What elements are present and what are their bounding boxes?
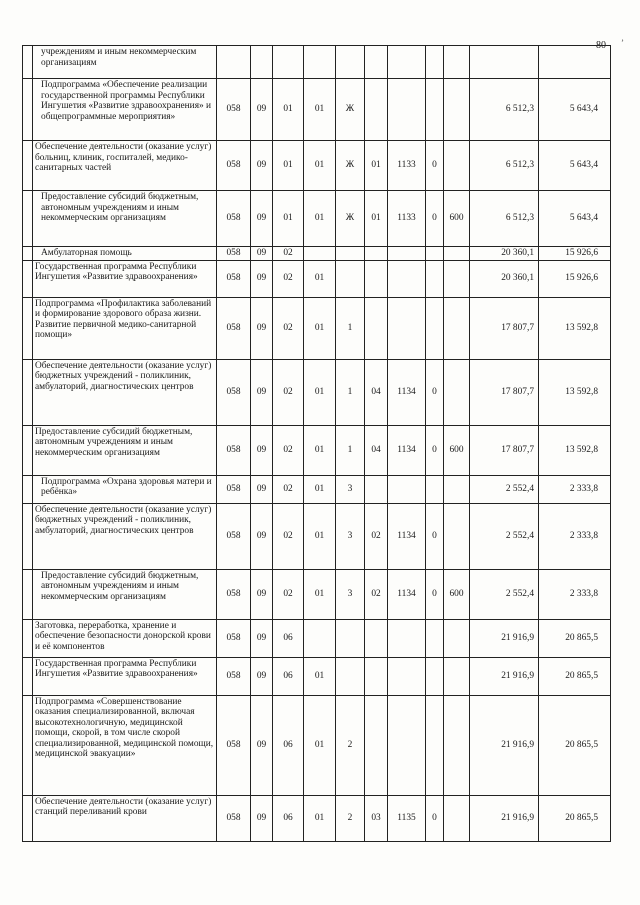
- row-expense-type: [444, 247, 470, 261]
- row-code: 058: [217, 359, 251, 425]
- row-program: 01: [304, 503, 336, 569]
- row-target-code: 0: [426, 141, 444, 191]
- row-event: [365, 695, 388, 795]
- row-subprogram: 3: [336, 569, 365, 619]
- row-subprogram: [336, 657, 365, 695]
- row-program: 01: [304, 359, 336, 425]
- row-event: [365, 297, 388, 359]
- row-target-code: [426, 297, 444, 359]
- row-code: 058: [217, 260, 251, 297]
- row-sum-1: 20 360,1: [470, 247, 539, 261]
- row-event: [365, 657, 388, 695]
- row-subprogram: Ж: [336, 191, 365, 247]
- row-code: [217, 46, 251, 79]
- row-target-code: 0: [426, 795, 444, 841]
- row-subprogram: 2: [336, 795, 365, 841]
- row-subsection: 06: [273, 795, 304, 841]
- row-sum-1: 21 916,9: [470, 695, 539, 795]
- row-program: 01: [304, 475, 336, 503]
- table-row: [23, 191, 611, 247]
- row-subsection: 06: [273, 619, 304, 657]
- row-name: Обеспечение деятельности (оказание услуг) бюджетных учреждений - поликлиник, амбулаторий, диагностических центров: [33, 503, 217, 569]
- row-subsection: 06: [273, 657, 304, 695]
- row-section: 09: [251, 795, 273, 841]
- row-name: Обеспечение деятельности (оказание услуг) станций переливаний крови: [33, 795, 217, 841]
- row-name: Обеспечение деятельности (оказание услуг) больниц, клиник, госпиталей, медико-санитарных частей: [33, 141, 217, 191]
- row-name: Амбулаторная помощь: [33, 247, 217, 261]
- row-margin-cell: [23, 503, 33, 569]
- row-program: 01: [304, 191, 336, 247]
- row-section: 09: [251, 247, 273, 261]
- row-expense-type: 600: [444, 191, 470, 247]
- row-code: 058: [217, 425, 251, 475]
- row-name: Подпрограмма «Обеспечение реализации государственной программы Республики Ингушетия «Развитие здравоохранения» и общепрограммные мероприятия»: [33, 79, 217, 141]
- row-direction: 1134: [388, 503, 426, 569]
- row-program: [304, 46, 336, 79]
- row-subsection: 01: [273, 191, 304, 247]
- row-margin-cell: [23, 795, 33, 841]
- row-direction: 1135: [388, 795, 426, 841]
- row-subsection: 02: [273, 475, 304, 503]
- row-section: 09: [251, 297, 273, 359]
- row-target-code: [426, 79, 444, 141]
- row-name: Подпрограмма «Охрана здоровья матери и ребёнка»: [33, 475, 217, 503]
- row-name: Заготовка, переработка, хранение и обеспечение безопасности донорской крови и её компонентов: [33, 619, 217, 657]
- row-name: учреждениям и иным некоммерческим организациям: [33, 46, 217, 79]
- row-event: [365, 619, 388, 657]
- row-expense-type: [444, 260, 470, 297]
- row-subsection: 01: [273, 141, 304, 191]
- row-subsection: 02: [273, 503, 304, 569]
- row-name: Государственная программа Республики Ингушетия «Развитие здравоохранения»: [33, 260, 217, 297]
- row-expense-type: [444, 657, 470, 695]
- row-program: 01: [304, 695, 336, 795]
- row-code: 058: [217, 247, 251, 261]
- budget-table: [22, 45, 611, 842]
- row-name: Подпрограмма «Совершенствование оказания специализированной, включая высокотехнологичную, медицинской помощи, скорой, в том числе скорой специализированной, медицинской помощи, медицинской эвакуации»: [33, 695, 217, 795]
- row-sum-1: 17 807,7: [470, 359, 539, 425]
- table-row: [23, 503, 611, 569]
- row-subsection: 01: [273, 79, 304, 141]
- row-code: 058: [217, 475, 251, 503]
- row-event: 04: [365, 425, 388, 475]
- row-subprogram: 3: [336, 475, 365, 503]
- row-sum-2: [539, 46, 611, 79]
- table-row: [23, 475, 611, 503]
- row-section: 09: [251, 475, 273, 503]
- row-event: 01: [365, 191, 388, 247]
- row-target-code: 0: [426, 425, 444, 475]
- row-margin-cell: [23, 569, 33, 619]
- row-subprogram: [336, 619, 365, 657]
- row-subprogram: 2: [336, 695, 365, 795]
- row-expense-type: 600: [444, 569, 470, 619]
- row-target-code: 0: [426, 191, 444, 247]
- row-code: 058: [217, 695, 251, 795]
- row-sum-2: 2 333,8: [539, 475, 611, 503]
- row-subprogram: 1: [336, 297, 365, 359]
- row-subprogram: [336, 247, 365, 261]
- row-sum-2: 15 926,6: [539, 247, 611, 261]
- row-event: 01: [365, 141, 388, 191]
- row-margin-cell: [23, 695, 33, 795]
- table-row: [23, 79, 611, 141]
- row-direction: [388, 260, 426, 297]
- row-target-code: [426, 260, 444, 297]
- row-target-code: [426, 619, 444, 657]
- row-program: 01: [304, 795, 336, 841]
- row-expense-type: [444, 475, 470, 503]
- row-program: 01: [304, 569, 336, 619]
- row-direction: [388, 46, 426, 79]
- row-target-code: [426, 695, 444, 795]
- row-event: [365, 46, 388, 79]
- row-direction: [388, 79, 426, 141]
- row-sum-2: 20 865,5: [539, 795, 611, 841]
- row-sum-2: 20 865,5: [539, 695, 611, 795]
- row-section: [251, 46, 273, 79]
- row-program: 01: [304, 297, 336, 359]
- row-section: 09: [251, 619, 273, 657]
- row-section: 09: [251, 359, 273, 425]
- row-sum-2: 5 643,4: [539, 79, 611, 141]
- row-section: 09: [251, 79, 273, 141]
- row-expense-type: [444, 297, 470, 359]
- row-program: [304, 619, 336, 657]
- row-name: Обеспечение деятельности (оказание услуг) бюджетных учреждений - поликлиник, амбулаторий, диагностических центров: [33, 359, 217, 425]
- row-program: 01: [304, 141, 336, 191]
- row-code: 058: [217, 297, 251, 359]
- row-margin-cell: [23, 425, 33, 475]
- row-sum-2: 13 592,8: [539, 297, 611, 359]
- row-target-code: 0: [426, 569, 444, 619]
- row-subprogram: 1: [336, 425, 365, 475]
- table-row: [23, 359, 611, 425]
- row-sum-1: 2 552,4: [470, 475, 539, 503]
- row-target-code: [426, 46, 444, 79]
- row-section: 09: [251, 425, 273, 475]
- row-program: 01: [304, 425, 336, 475]
- row-target-code: [426, 657, 444, 695]
- row-sum-1: 21 916,9: [470, 795, 539, 841]
- row-sum-1: [470, 46, 539, 79]
- row-direction: [388, 695, 426, 795]
- row-code: 058: [217, 657, 251, 695]
- row-margin-cell: [23, 359, 33, 425]
- row-sum-1: 21 916,9: [470, 657, 539, 695]
- table-row: [23, 46, 611, 79]
- row-expense-type: [444, 359, 470, 425]
- row-name: Государственная программа Республики Ингушетия «Развитие здравоохранения»: [33, 657, 217, 695]
- page-mark: ʼ: [621, 38, 624, 48]
- row-name: Предоставление субсидий бюджетным, автономным учреждениям и иным некоммерческим организациям: [33, 569, 217, 619]
- row-sum-2: 5 643,4: [539, 191, 611, 247]
- row-expense-type: [444, 695, 470, 795]
- row-program: 01: [304, 260, 336, 297]
- row-event: [365, 260, 388, 297]
- row-subprogram: Ж: [336, 79, 365, 141]
- table-row: [23, 569, 611, 619]
- row-target-code: [426, 247, 444, 261]
- table-row: [23, 141, 611, 191]
- row-margin-cell: [23, 46, 33, 79]
- row-event: [365, 79, 388, 141]
- row-sum-2: 20 865,5: [539, 619, 611, 657]
- table-row: [23, 425, 611, 475]
- row-sum-1: 6 512,3: [470, 141, 539, 191]
- row-margin-cell: [23, 619, 33, 657]
- row-program: 01: [304, 79, 336, 141]
- row-margin-cell: [23, 260, 33, 297]
- row-subsection: 02: [273, 359, 304, 425]
- row-direction: 1133: [388, 191, 426, 247]
- row-target-code: 0: [426, 503, 444, 569]
- row-subsection: 02: [273, 247, 304, 261]
- row-sum-1: 2 552,4: [470, 569, 539, 619]
- row-code: 058: [217, 569, 251, 619]
- row-subsection: 02: [273, 425, 304, 475]
- row-margin-cell: [23, 191, 33, 247]
- row-program: 01: [304, 657, 336, 695]
- row-code: 058: [217, 141, 251, 191]
- row-section: 09: [251, 141, 273, 191]
- table-row: [23, 695, 611, 795]
- row-section: 09: [251, 657, 273, 695]
- row-expense-type: [444, 141, 470, 191]
- row-event: 02: [365, 569, 388, 619]
- table-row: [23, 657, 611, 695]
- row-section: 09: [251, 191, 273, 247]
- row-code: 058: [217, 795, 251, 841]
- table-row: [23, 297, 611, 359]
- row-sum-2: 13 592,8: [539, 359, 611, 425]
- row-code: 058: [217, 619, 251, 657]
- row-target-code: [426, 475, 444, 503]
- row-sum-2: 2 333,8: [539, 569, 611, 619]
- row-subprogram: Ж: [336, 141, 365, 191]
- row-expense-type: [444, 503, 470, 569]
- row-code: 058: [217, 79, 251, 141]
- row-subsection: 02: [273, 297, 304, 359]
- row-sum-2: 5 643,4: [539, 141, 611, 191]
- row-margin-cell: [23, 141, 33, 191]
- row-expense-type: 600: [444, 425, 470, 475]
- table-row: [23, 619, 611, 657]
- row-code: 058: [217, 503, 251, 569]
- row-event: 04: [365, 359, 388, 425]
- row-direction: [388, 475, 426, 503]
- row-subprogram: 3: [336, 503, 365, 569]
- row-sum-2: 13 592,8: [539, 425, 611, 475]
- row-sum-1: 6 512,3: [470, 191, 539, 247]
- row-expense-type: [444, 46, 470, 79]
- table-row: [23, 260, 611, 297]
- row-direction: [388, 657, 426, 695]
- row-direction: [388, 247, 426, 261]
- row-sum-1: 6 512,3: [470, 79, 539, 141]
- row-direction: 1134: [388, 359, 426, 425]
- row-subsection: [273, 46, 304, 79]
- row-name: Предоставление субсидий бюджетным, автономным учреждениям и иным некоммерческим организациям: [33, 191, 217, 247]
- row-direction: 1134: [388, 425, 426, 475]
- page-number: 80: [596, 40, 606, 51]
- row-subsection: 02: [273, 260, 304, 297]
- row-expense-type: [444, 619, 470, 657]
- row-event: 03: [365, 795, 388, 841]
- row-subprogram: 1: [336, 359, 365, 425]
- row-margin-cell: [23, 247, 33, 261]
- row-section: 09: [251, 569, 273, 619]
- row-expense-type: [444, 795, 470, 841]
- row-direction: [388, 619, 426, 657]
- row-event: 02: [365, 503, 388, 569]
- row-direction: 1133: [388, 141, 426, 191]
- table-row: [23, 795, 611, 841]
- row-margin-cell: [23, 657, 33, 695]
- row-subsection: 06: [273, 695, 304, 795]
- row-sum-2: 2 333,8: [539, 503, 611, 569]
- row-sum-1: 21 916,9: [470, 619, 539, 657]
- row-margin-cell: [23, 79, 33, 141]
- row-target-code: 0: [426, 359, 444, 425]
- row-sum-1: 20 360,1: [470, 260, 539, 297]
- row-section: 09: [251, 503, 273, 569]
- row-name: Предоставление субсидий бюджетным, автономным учреждениям и иным некоммерческим организациям: [33, 425, 217, 475]
- row-margin-cell: [23, 475, 33, 503]
- row-event: [365, 475, 388, 503]
- row-direction: [388, 297, 426, 359]
- row-event: [365, 247, 388, 261]
- row-margin-cell: [23, 297, 33, 359]
- row-direction: 1134: [388, 569, 426, 619]
- row-code: 058: [217, 191, 251, 247]
- table-row: [23, 247, 611, 261]
- row-name: Подпрограмма «Профилактика заболеваний и формирование здорового образа жизни. Развитие первичной медико-санитарной помощи»: [33, 297, 217, 359]
- row-section: 09: [251, 695, 273, 795]
- row-subprogram: [336, 46, 365, 79]
- row-sum-1: 17 807,7: [470, 297, 539, 359]
- row-sum-1: 2 552,4: [470, 503, 539, 569]
- row-subprogram: [336, 260, 365, 297]
- row-subsection: 02: [273, 569, 304, 619]
- row-expense-type: [444, 79, 470, 141]
- row-program: [304, 247, 336, 261]
- row-sum-1: 17 807,7: [470, 425, 539, 475]
- row-sum-2: 20 865,5: [539, 657, 611, 695]
- row-section: 09: [251, 260, 273, 297]
- row-sum-2: 15 926,6: [539, 260, 611, 297]
